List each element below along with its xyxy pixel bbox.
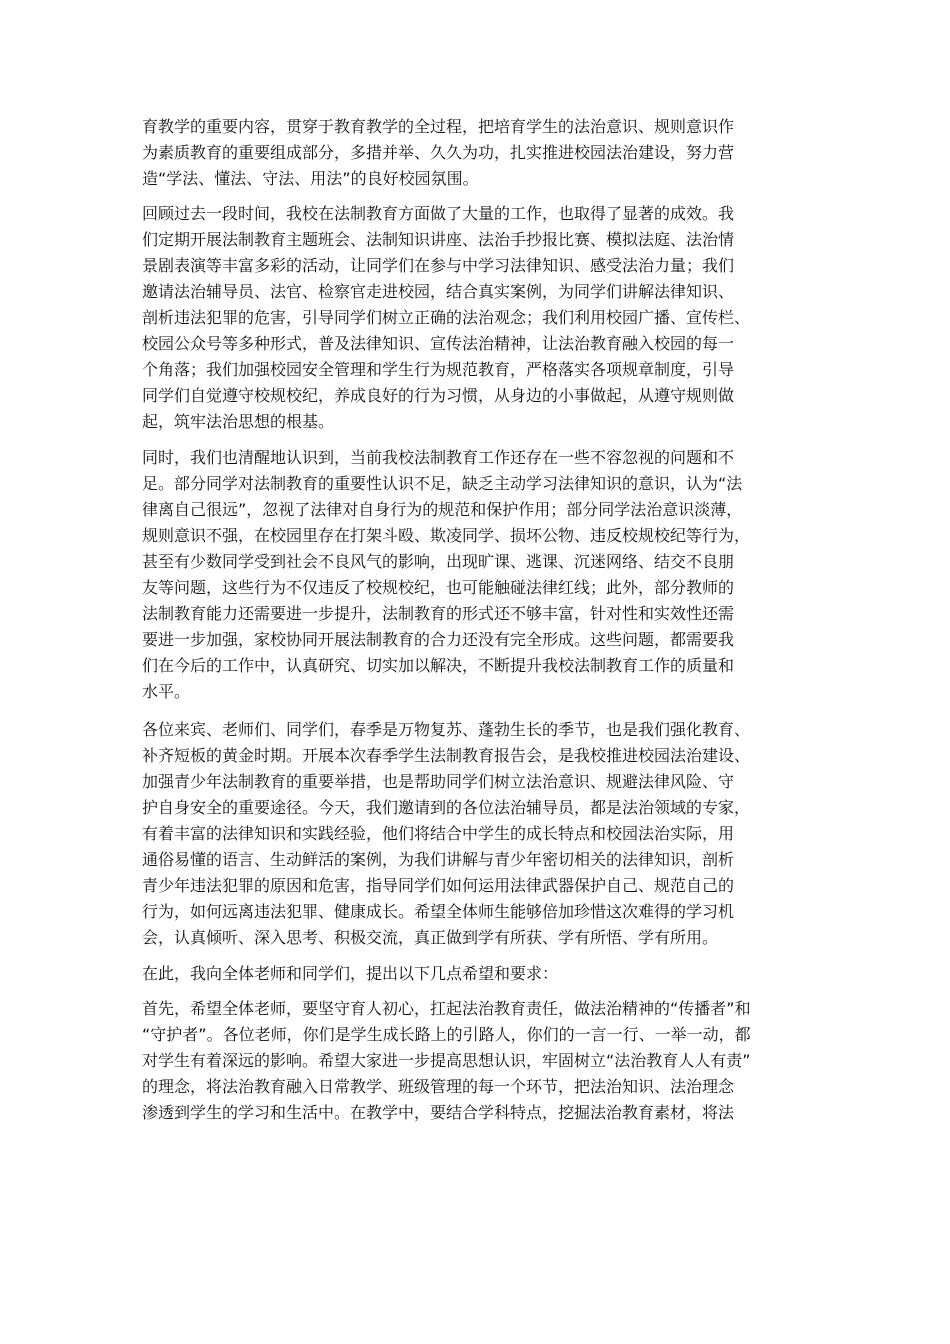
text-line: 在此，我向全体老师和同学们，提出以下几点希望和要求： bbox=[142, 964, 559, 983]
text-line: 补齐短板的黄金时期。开展本次春季学生法制教育报告会，是我校推进校园法治建设、 bbox=[142, 746, 751, 765]
text-line: 护自身安全的重要途径。今天，我们邀请到的各位法治辅导员，都是法治领域的专家， bbox=[142, 798, 751, 817]
paragraph-review bbox=[142, 201, 814, 435]
text-line: 渗透到学生的学习和生活中。在教学中，要结合学科特点，挖掘法治教育素材，将法 bbox=[142, 1103, 735, 1122]
text-line: 会，认真倾听、深入思考、积极交流，真正做到学有所获、学有所悟、学有所用。 bbox=[142, 928, 719, 947]
document-body bbox=[142, 114, 814, 1126]
text-line: 足。部分同学对法制教育的重要性认识不足，缺乏主动学习法律知识的意识，认为“法 bbox=[142, 474, 743, 493]
text-line: 个角落；我们加强校园安全管理和学生行为规范教育，严格落实各项规章制度，引导 bbox=[142, 360, 735, 379]
text-line: 邀请法治辅导员、法官、检察官走进校园，结合真实案例，为同学们讲解法律知识、 bbox=[142, 282, 735, 301]
text-line: 要进一步加强，家校协同开展法制教育的合力还没有完全形成。这些问题，都需要我 bbox=[142, 630, 735, 649]
text-line: 对学生有着深远的影响。希望大家进一步提高思想认识，牢固树立“法治教育人人有责” bbox=[142, 1051, 751, 1070]
paragraph-intro-continuation bbox=[142, 114, 814, 192]
text-line: 回顾过去一段时间，我校在法制教育方面做了大量的工作，也取得了显著的成效。我 bbox=[142, 204, 735, 223]
paragraph-report-meeting bbox=[142, 717, 814, 951]
text-line: 规则意识不强，在校园里存在打架斗殴、欺凌同学、损坏公物、违反校规校纪等行为， bbox=[142, 526, 751, 545]
text-line: 水平。 bbox=[142, 682, 191, 701]
text-line: 们定期开展法制教育主题班会、法制知识讲座、法治手抄报比赛、模拟法庭、法治情 bbox=[142, 230, 735, 249]
text-line: 有着丰富的法律知识和实践经验，他们将结合中学生的成长特点和校园法治实际，用 bbox=[142, 824, 735, 843]
text-line: 造“学法、懂法、守法、用法”的良好校园氛围。 bbox=[142, 169, 479, 188]
paragraph-teacher-requests bbox=[142, 996, 814, 1126]
text-line: 友等问题，这些行为不仅违反了校规校纪，也可能触碰法律红线；此外，部分教师的 bbox=[142, 578, 735, 597]
text-line: 校园公众号等多种形式，普及法律知识、宣传法治精神，让法治教育融入校园的每一 bbox=[142, 334, 735, 353]
text-line: 律离自己很远”，忽视了法律对自身行为的规范和保护作用；部分同学法治意识淡薄， bbox=[142, 500, 743, 519]
text-line: 同学们自觉遵守校规校纪，养成良好的行为习惯，从身边的小事做起，从遵守规则做 bbox=[142, 386, 735, 405]
text-line: 们在今后的工作中，认真研究、切实加以解决，不断提升我校法制教育工作的质量和 bbox=[142, 656, 735, 675]
text-line: 甚至有少数同学受到社会不良风气的影响，出现旷课、逃课、沉迷网络、结交不良朋 bbox=[142, 552, 735, 571]
text-line: 的理念，将法治教育融入日常教学、班级管理的每一个环节，把法治知识、法治理念 bbox=[142, 1077, 735, 1096]
text-line: “守护者”。各位老师，你们是学生成长路上的引路人，你们的一言一行、一举一动，都 bbox=[142, 1025, 751, 1044]
text-line: 加强青少年法制教育的重要举措，也是帮助同学们树立法治意识、规避法律风险、守 bbox=[142, 772, 735, 791]
text-line: 剖析违法犯罪的危害，引导同学们树立正确的法治观念；我们利用校园广播、宣传栏、 bbox=[142, 308, 751, 327]
text-line: 起，筑牢法治思想的根基。 bbox=[142, 412, 335, 431]
paragraph-requests-intro bbox=[142, 961, 814, 987]
text-line: 行为，如何远离违法犯罪、健康成长。希望全体师生能够倍加珍惜这次难得的学习机 bbox=[142, 902, 735, 921]
text-line: 各位来宾、老师们、同学们，春季是万物复苏、蓬勃生长的季节，也是我们强化教育、 bbox=[142, 720, 751, 739]
text-line: 同时，我们也清醒地认识到，当前我校法制教育工作还存在一些不容忽视的问题和不 bbox=[142, 448, 735, 467]
text-line: 法制教育能力还需要进一步提升，法制教育的形式还不够丰富，针对性和实效性还需 bbox=[142, 604, 735, 623]
text-line: 育教学的重要内容，贯穿于教育教学的全过程，把培育学生的法治意识、规则意识作 bbox=[142, 117, 735, 136]
text-line: 为素质教育的重要组成部分，多措并举、久久为功，扎实推进校园法治建设，努力营 bbox=[142, 143, 735, 162]
text-line: 首先，希望全体老师，要坚守育人初心，扛起法治教育责任，做法治精神的“传播者”和 bbox=[142, 999, 751, 1018]
text-line: 通俗易懂的语言、生动鲜活的案例，为我们讲解与青少年密切相关的法律知识，剖析 bbox=[142, 850, 735, 869]
text-line: 景剧表演等丰富多彩的活动，让同学们在参与中学习法律知识、感受法治力量；我们 bbox=[142, 256, 735, 275]
paragraph-problems bbox=[142, 445, 814, 705]
text-line: 青少年违法犯罪的原因和危害，指导同学们如何运用法律武器保护自己、规范自己的 bbox=[142, 876, 735, 895]
